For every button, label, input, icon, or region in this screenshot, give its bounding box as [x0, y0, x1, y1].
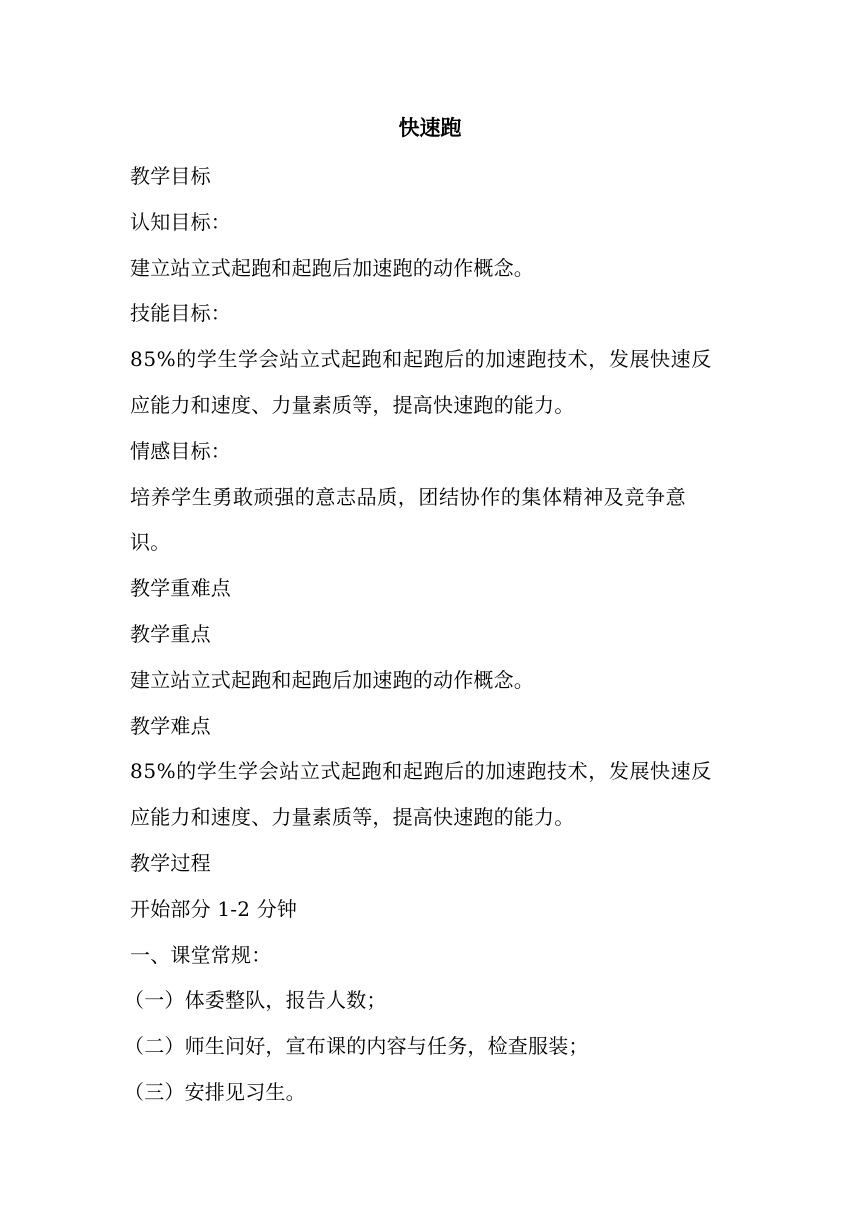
subheading-difficult-point: 教学难点: [130, 713, 211, 738]
subheading-opening-section: 开始部分 1-2 分钟: [130, 896, 298, 921]
subheading-emotional-objective: 情感目标：: [130, 438, 231, 463]
subheading-cognitive-objective: 认知目标：: [130, 209, 231, 234]
heading-teaching-process: 教学过程: [130, 850, 211, 875]
paragraph-line: 培养学生勇敢顽强的意志品质，团结协作的集体精神及竞争意: [130, 484, 687, 509]
paragraph-line: 应能力和速度、力量素质等，提高快速跑的能力。: [130, 392, 575, 417]
list-item: （二）师生问好，宣布课的内容与任务，检查服装；: [124, 1034, 589, 1059]
paragraph-line: 85%的学生学会站立式起跑和起跑后的加速跑技术，发展快速反: [130, 347, 712, 372]
document-title: 快速跑: [398, 116, 462, 140]
subheading-key-point: 教学重点: [130, 621, 211, 646]
subheading-skill-objective: 技能目标：: [130, 301, 231, 326]
list-heading-class-routine: 一、课堂常规：: [130, 942, 272, 967]
heading-teaching-objectives: 教学目标: [130, 164, 211, 188]
paragraph-line: 应能力和速度、力量素质等，提高快速跑的能力。: [130, 805, 575, 830]
paragraph-line: 识。: [130, 530, 171, 555]
paragraph-line: 建立站立式起跑和起跑后加速跑的动作概念。: [130, 255, 534, 280]
list-item: （一）体委整队，报告人数；: [124, 988, 387, 1013]
heading-key-difficult-points: 教学重难点: [130, 576, 231, 601]
paragraph-line: 建立站立式起跑和起跑后加速跑的动作概念。: [130, 667, 534, 692]
paragraph-line: 85%的学生学会站立式起跑和起跑后的加速跑技术，发展快速反: [130, 759, 712, 784]
document-body: [124, 154, 734, 1116]
list-item: （三）安排见习生。: [124, 1079, 306, 1104]
